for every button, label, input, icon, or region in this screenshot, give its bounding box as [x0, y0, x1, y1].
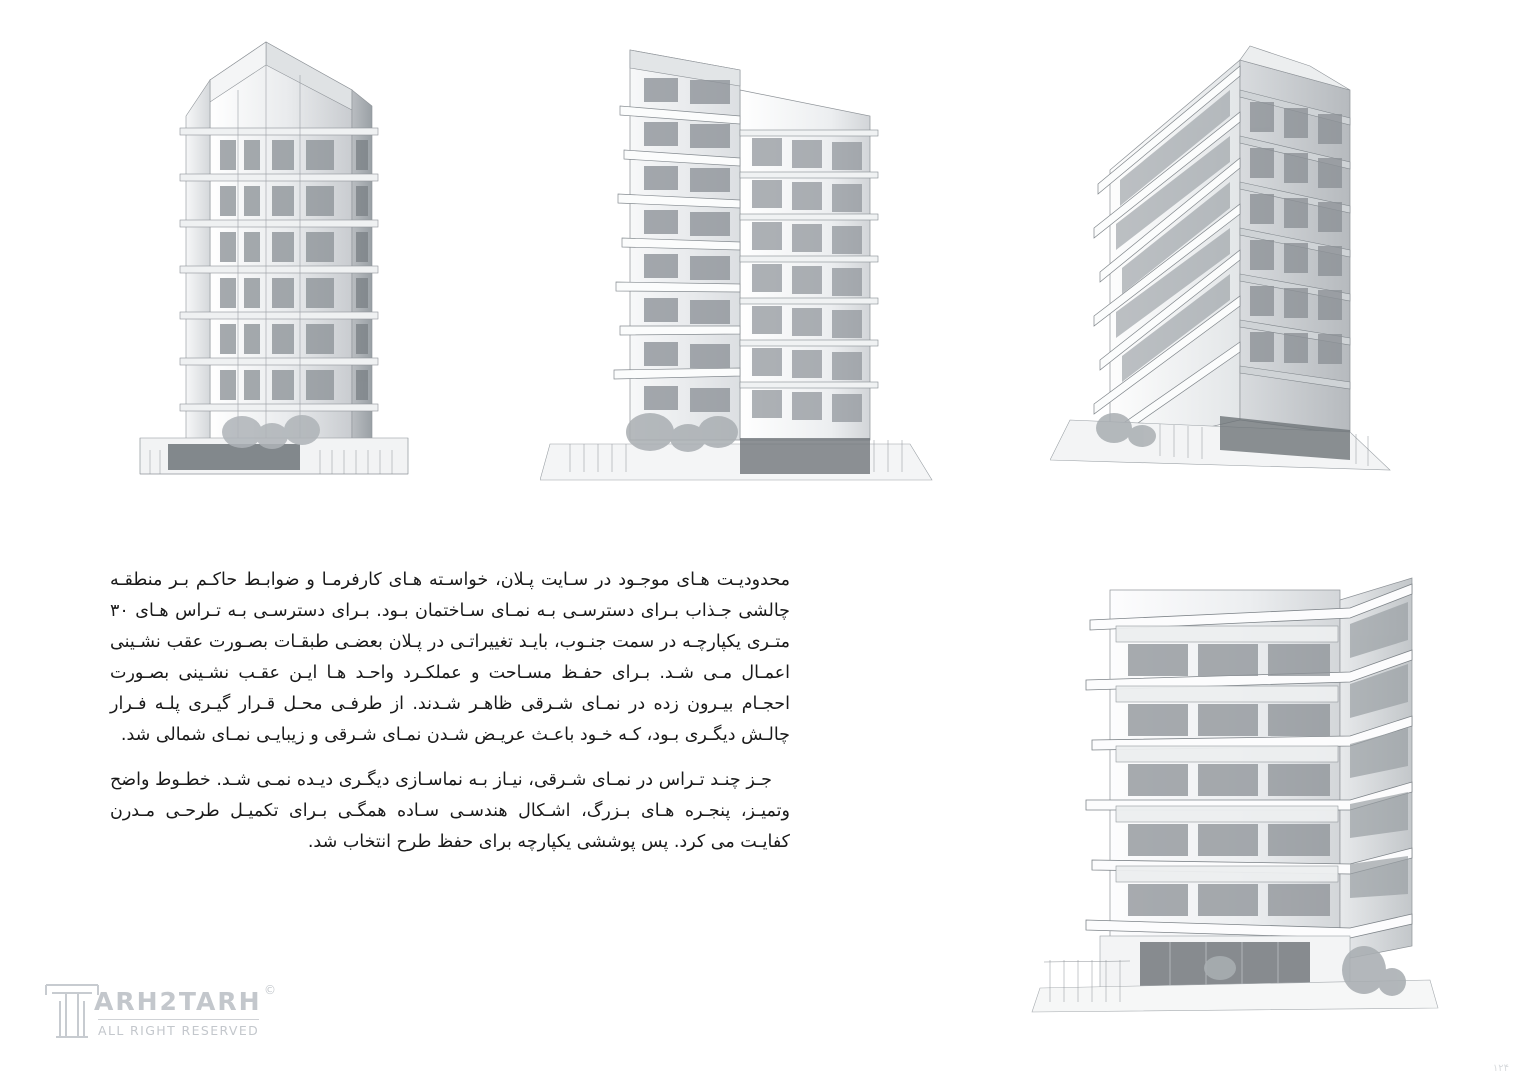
body-paragraph-1: محدودیـت هـای موجـود در سـایت پـلان، خواسـته هـای کارفرمـا و ضوابـط حاکـم بـر منطقـه چالشی جـذاب بـرای دسترسـی بـه نمـای سـاختمان بـود. بـرای دسترسـی بـه تـراس هـای ۳۰ متـری یکپارچـه در سمت جنـوب، بایـد تغییراتـی در پـلان بعضـی طبقـات بصـورت عقب نشـینی اعمـال مـی شـد. بـرای حفـظ مسـاحت و عملکـرد واحـد هـا ایـن عقـب نشـینی بصـورت احجـام بیـرون زده در نمـای شـرقی ظاهـر شـدند. از طرفـی محـل قـرار گیـری پلـه فـرار چالـش دیگـری بـود، کـه خـود باعـث عریـض شـدن نمـای شـرقی و زیبایـی نمـای شمالی شد. — [110, 570, 790, 745]
body-paragraph-2: جـز چنـد تـراس در نمـای شـرقی، نیـاز بـه نماسـازی دیگـری دیـده نمـی شـد. خطـوط واضح وتمیـز، پنجـره هـای بـزرگ، اشـکال هندسـی سـاده همگـی بـرای تکمیـل طرحـی مـدرن کفایـت می کرد. پس پوششی یکپارچه برای حفظ طرح انتخاب شد. — [110, 770, 790, 852]
column-capital-icon — [42, 975, 102, 1041]
watermark-brand: ARH2TARH — [94, 987, 262, 1016]
watermark-rights: ALL RIGHT RESERVED — [98, 1019, 259, 1038]
front-elevation-render — [120, 20, 440, 490]
south-elevation-render — [540, 20, 940, 500]
page-number: ۱۲۴ — [1492, 1063, 1509, 1074]
watermark — [42, 975, 292, 1053]
terrace-detail-render — [1020, 550, 1450, 1030]
watermark-copyright-symbol: © — [264, 983, 276, 997]
body-text-block — [110, 565, 790, 858]
corner-perspective-render — [1050, 20, 1410, 500]
